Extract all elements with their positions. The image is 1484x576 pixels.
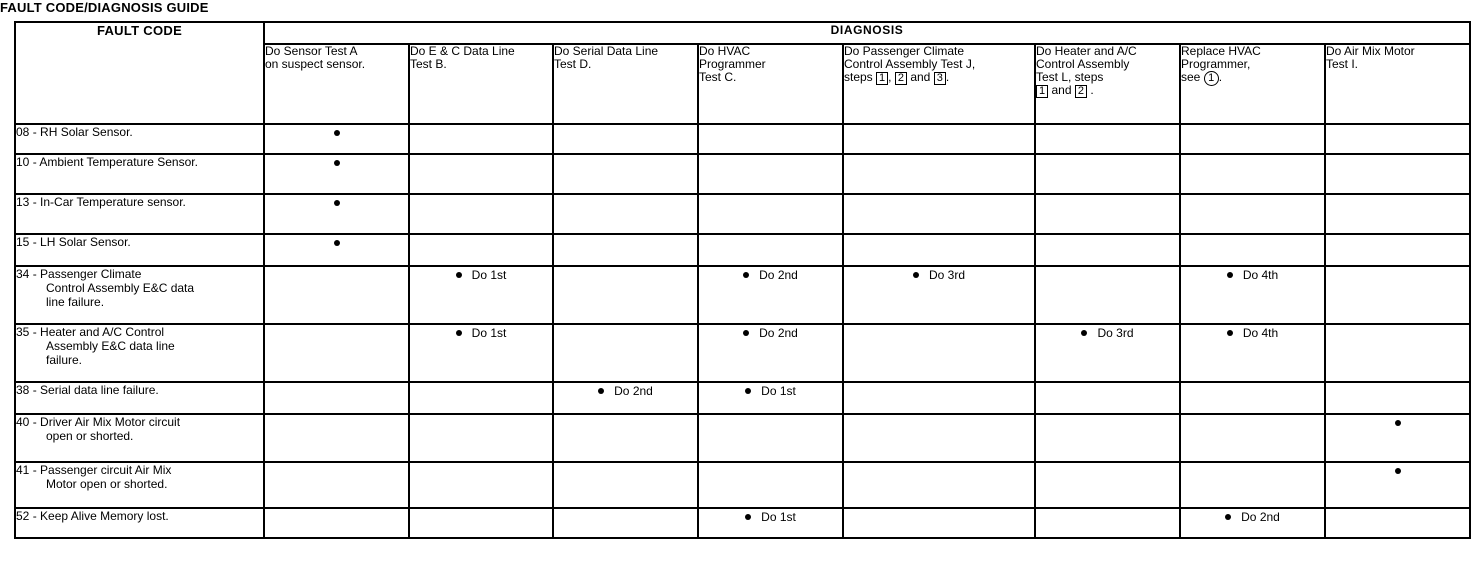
col-line: Replace HVAC	[1181, 44, 1261, 58]
code-separator: -	[29, 125, 41, 139]
note-circle: 1	[1204, 71, 1219, 86]
diagnosis-cell	[1180, 234, 1325, 266]
diagnosis-cell	[1325, 234, 1470, 266]
diagnosis-cell	[409, 462, 553, 508]
diagnosis-cell	[264, 266, 409, 324]
diagnosis-cell	[698, 462, 843, 508]
code-separator: -	[29, 463, 41, 477]
col-line: Test C.	[699, 70, 737, 84]
col-line: Programmer,	[1181, 57, 1251, 71]
col-line: Control Assembly Test J,	[844, 57, 976, 71]
diagnosis-header: DIAGNOSIS	[264, 22, 1470, 44]
diagnosis-cell	[409, 194, 553, 234]
col-line: Programmer	[699, 57, 766, 71]
diagnosis-cell	[1325, 508, 1470, 538]
step-box: 1	[876, 72, 888, 85]
fault-description: RH Solar Sensor.	[40, 125, 133, 139]
step-order: Do 1st	[471, 267, 507, 282]
code-separator: -	[29, 325, 41, 339]
diagnosis-cell	[553, 154, 698, 194]
fault-code-number: 38	[16, 383, 30, 397]
fault-description-cont: Assembly E&C data line	[46, 339, 175, 353]
diagnosis-cell	[1035, 154, 1180, 194]
col-line: Do Air Mix Motor	[1326, 44, 1415, 58]
diagnosis-cell	[1325, 414, 1470, 462]
diagnosis-cell	[843, 382, 1035, 414]
col-text: .	[1218, 70, 1223, 84]
col-line: Test I.	[1326, 57, 1359, 71]
diagnosis-cell	[409, 124, 553, 154]
column-header-air-mix-motor-test	[1325, 44, 1470, 124]
table-row	[15, 266, 1470, 324]
fault-description-cont: open or shorted.	[46, 429, 134, 443]
column-header-hvac-programmer-test	[698, 44, 843, 124]
step-order: Do 1st	[761, 509, 796, 524]
bullet-mark	[1081, 330, 1087, 336]
bullet-mark	[334, 240, 340, 246]
diagnosis-cell	[553, 324, 698, 382]
table-row	[15, 124, 1470, 154]
diagnosis-cell	[1325, 154, 1470, 194]
diagnosis-cell	[553, 234, 698, 266]
bullet-mark	[334, 130, 340, 136]
fault-description: Serial data line failure.	[40, 383, 159, 397]
bullet-mark	[456, 272, 462, 278]
code-separator: -	[29, 195, 41, 209]
col-text: and	[1051, 83, 1072, 97]
diagnosis-cell	[409, 154, 553, 194]
column-header-passenger-climate-test	[843, 44, 1035, 124]
bullet-mark	[1227, 272, 1233, 278]
diagnosis-cell	[1325, 382, 1470, 414]
diagnosis-cell	[1180, 324, 1325, 382]
bullet-mark	[1227, 330, 1233, 336]
page-title: FAULT CODE/DIAGNOSIS GUIDE	[0, 0, 209, 15]
diagnosis-cell	[843, 508, 1035, 538]
column-header-sensor-test	[264, 44, 409, 124]
table-row	[15, 154, 1470, 194]
step-order: Do 4th	[1242, 267, 1279, 282]
code-separator: -	[29, 415, 41, 429]
code-separator: -	[29, 267, 41, 281]
step-order: Do 2nd	[759, 325, 798, 340]
diagnosis-cell	[553, 508, 698, 538]
col-text: and	[910, 70, 931, 84]
table-row	[15, 382, 1470, 414]
diagnosis-cell	[1180, 124, 1325, 154]
step-box: 2	[1075, 85, 1087, 98]
diagnosis-cell	[1180, 266, 1325, 324]
diagnosis-cell	[698, 194, 843, 234]
bullet-mark	[598, 388, 604, 394]
code-separator: -	[29, 509, 41, 523]
diagnosis-cell	[264, 194, 409, 234]
diagnosis-cell	[1180, 194, 1325, 234]
step-order: Do 3rd	[1097, 325, 1134, 340]
col-line: on suspect sensor.	[265, 57, 366, 71]
diagnosis-cell	[1180, 382, 1325, 414]
col-line: Do Serial Data Line	[554, 44, 659, 58]
col-text: ,	[888, 70, 892, 84]
diagnosis-cell	[1325, 462, 1470, 508]
fault-description: Heater and A/C Control	[40, 325, 165, 339]
fault-code-table	[14, 21, 1471, 539]
fault-code-cell	[15, 124, 264, 154]
bullet-mark	[1395, 420, 1401, 426]
fault-code-cell	[15, 194, 264, 234]
fault-description-cont: Motor open or shorted.	[46, 477, 168, 491]
column-header-heater-ac-test	[1035, 44, 1180, 124]
fault-code-number: 08	[16, 125, 30, 139]
diagnosis-cell	[409, 382, 553, 414]
fault-code-cell	[15, 234, 264, 266]
column-header-replace-hvac-programmer	[1180, 44, 1325, 124]
diagnosis-cell	[843, 324, 1035, 382]
bullet-mark	[334, 200, 340, 206]
diagnosis-cell	[843, 234, 1035, 266]
diagnosis-cell	[1180, 154, 1325, 194]
fault-description-cont: line failure.	[46, 295, 105, 309]
diagnosis-cell	[1180, 508, 1325, 538]
diagnosis-cell	[1035, 234, 1180, 266]
fault-code-number: 52	[16, 509, 30, 523]
diagnosis-cell	[1035, 414, 1180, 462]
diagnosis-cell	[1325, 124, 1470, 154]
step-box: 2	[895, 72, 907, 85]
diagnosis-cell	[1180, 462, 1325, 508]
step-order: Do 2nd	[614, 383, 653, 398]
col-line: Test D.	[554, 57, 592, 71]
diagnosis-cell	[409, 266, 553, 324]
fault-code-cell	[15, 508, 264, 538]
diagnosis-cell	[698, 234, 843, 266]
fault-description: In-Car Temperature sensor.	[40, 195, 186, 209]
bullet-mark	[1395, 468, 1401, 474]
fault-code-number: 40	[16, 415, 30, 429]
diagnosis-cell	[1035, 266, 1180, 324]
col-line: Do Heater and A/C	[1036, 44, 1137, 58]
col-text: .	[1090, 83, 1094, 97]
diagnosis-cell	[264, 234, 409, 266]
diagnosis-cell	[553, 462, 698, 508]
diagnosis-cell	[264, 154, 409, 194]
diagnosis-cell	[698, 266, 843, 324]
bullet-mark	[743, 272, 749, 278]
diagnosis-cell	[409, 234, 553, 266]
col-line: Test B.	[410, 57, 447, 71]
fault-code-number: 35	[16, 325, 30, 339]
diagnosis-cell	[843, 124, 1035, 154]
diagnosis-cell	[843, 462, 1035, 508]
bullet-mark	[334, 160, 340, 166]
bullet-mark	[745, 388, 751, 394]
step-box: 1	[1036, 85, 1048, 98]
diagnosis-cell	[553, 382, 698, 414]
step-order: Do 3rd	[928, 267, 966, 282]
table-row	[15, 462, 1470, 508]
col-text: see	[1181, 70, 1201, 84]
diagnosis-cell	[698, 508, 843, 538]
bullet-mark	[745, 514, 751, 520]
diagnosis-cell	[1035, 324, 1180, 382]
fault-description: Passenger circuit Air Mix	[40, 463, 172, 477]
diagnosis-cell	[553, 266, 698, 324]
fault-description-cont: Control Assembly E&C data	[46, 281, 195, 295]
col-line: Do Passenger Climate	[844, 44, 965, 58]
code-separator: -	[29, 235, 41, 249]
step-order: Do 2nd	[1241, 509, 1280, 524]
diagnosis-cell	[843, 194, 1035, 234]
diagnosis-cell	[1180, 414, 1325, 462]
fault-code-number: 13	[16, 195, 30, 209]
fault-description: Ambient Temperature Sensor.	[39, 155, 198, 169]
step-order: Do 1st	[471, 325, 507, 340]
fault-code-cell	[15, 462, 264, 508]
diagnosis-cell	[1035, 462, 1180, 508]
fault-code-number: 41	[16, 463, 30, 477]
step-order: Do 1st	[761, 383, 796, 398]
col-line: Do E & C Data Line	[410, 44, 515, 58]
col-line: Do HVAC	[699, 44, 751, 58]
fault-description: Keep Alive Memory lost.	[40, 509, 169, 523]
diagnosis-cell	[1035, 194, 1180, 234]
code-separator: -	[29, 383, 41, 397]
step-order: Do 4th	[1242, 325, 1279, 340]
fault-description-cont: failure.	[46, 353, 83, 367]
diagnosis-cell	[409, 414, 553, 462]
bullet-mark	[456, 330, 462, 336]
diagnosis-cell	[264, 324, 409, 382]
table-row	[15, 324, 1470, 382]
diagnosis-cell	[1325, 194, 1470, 234]
diagnosis-cell	[264, 508, 409, 538]
diagnosis-cell	[843, 154, 1035, 194]
step-box: 3	[934, 72, 946, 85]
fault-code-number: 15	[16, 235, 30, 249]
diagnosis-cell	[553, 124, 698, 154]
col-line: Test L, steps	[1036, 70, 1104, 84]
diagnosis-cell	[264, 414, 409, 462]
diagnosis-cell	[698, 382, 843, 414]
bullet-mark	[743, 330, 749, 336]
col-line: Control Assembly	[1036, 57, 1130, 71]
col-text: steps	[844, 70, 873, 84]
col-text: .	[945, 70, 950, 84]
table-row	[15, 414, 1470, 462]
diagnosis-cell	[1325, 266, 1470, 324]
diagnosis-cell	[1325, 324, 1470, 382]
table-row	[15, 508, 1470, 538]
diagnosis-cell	[843, 266, 1035, 324]
fault-code-header: FAULT CODE	[15, 22, 264, 124]
bullet-mark	[1225, 514, 1231, 520]
table-row	[15, 194, 1470, 234]
diagnosis-cell	[1035, 382, 1180, 414]
diagnosis-cell	[698, 324, 843, 382]
fault-code-number: 34	[16, 267, 30, 281]
fault-description: LH Solar Sensor.	[40, 235, 131, 249]
fault-code-cell	[15, 324, 264, 382]
diagnosis-cell	[698, 124, 843, 154]
step-order: Do 2nd	[759, 267, 798, 282]
code-separator: -	[29, 155, 40, 169]
diagnosis-cell	[1035, 124, 1180, 154]
diagnosis-cell	[1035, 508, 1180, 538]
fault-code-cell	[15, 414, 264, 462]
diagnosis-cell	[553, 194, 698, 234]
diagnosis-cell	[698, 414, 843, 462]
col-line: Do Sensor Test A	[265, 44, 358, 58]
diagnosis-cell	[409, 324, 553, 382]
fault-description: Driver Air Mix Motor circuit	[40, 415, 181, 429]
table-body	[15, 124, 1470, 538]
diagnosis-cell	[264, 124, 409, 154]
fault-code-cell	[15, 382, 264, 414]
diagnosis-cell	[698, 154, 843, 194]
column-header-ec-data-line-test	[409, 44, 553, 124]
diagnosis-cell	[264, 462, 409, 508]
column-header-serial-data-line-test	[553, 44, 698, 124]
diagnosis-cell	[409, 508, 553, 538]
diagnosis-cell	[264, 382, 409, 414]
fault-description: Passenger Climate	[40, 267, 142, 281]
table-row	[15, 234, 1470, 266]
fault-code-number: 10	[16, 155, 30, 169]
fault-code-cell	[15, 154, 264, 194]
bullet-mark	[913, 272, 919, 278]
diagnosis-cell	[553, 414, 698, 462]
diagnosis-cell	[843, 414, 1035, 462]
fault-code-cell	[15, 266, 264, 324]
